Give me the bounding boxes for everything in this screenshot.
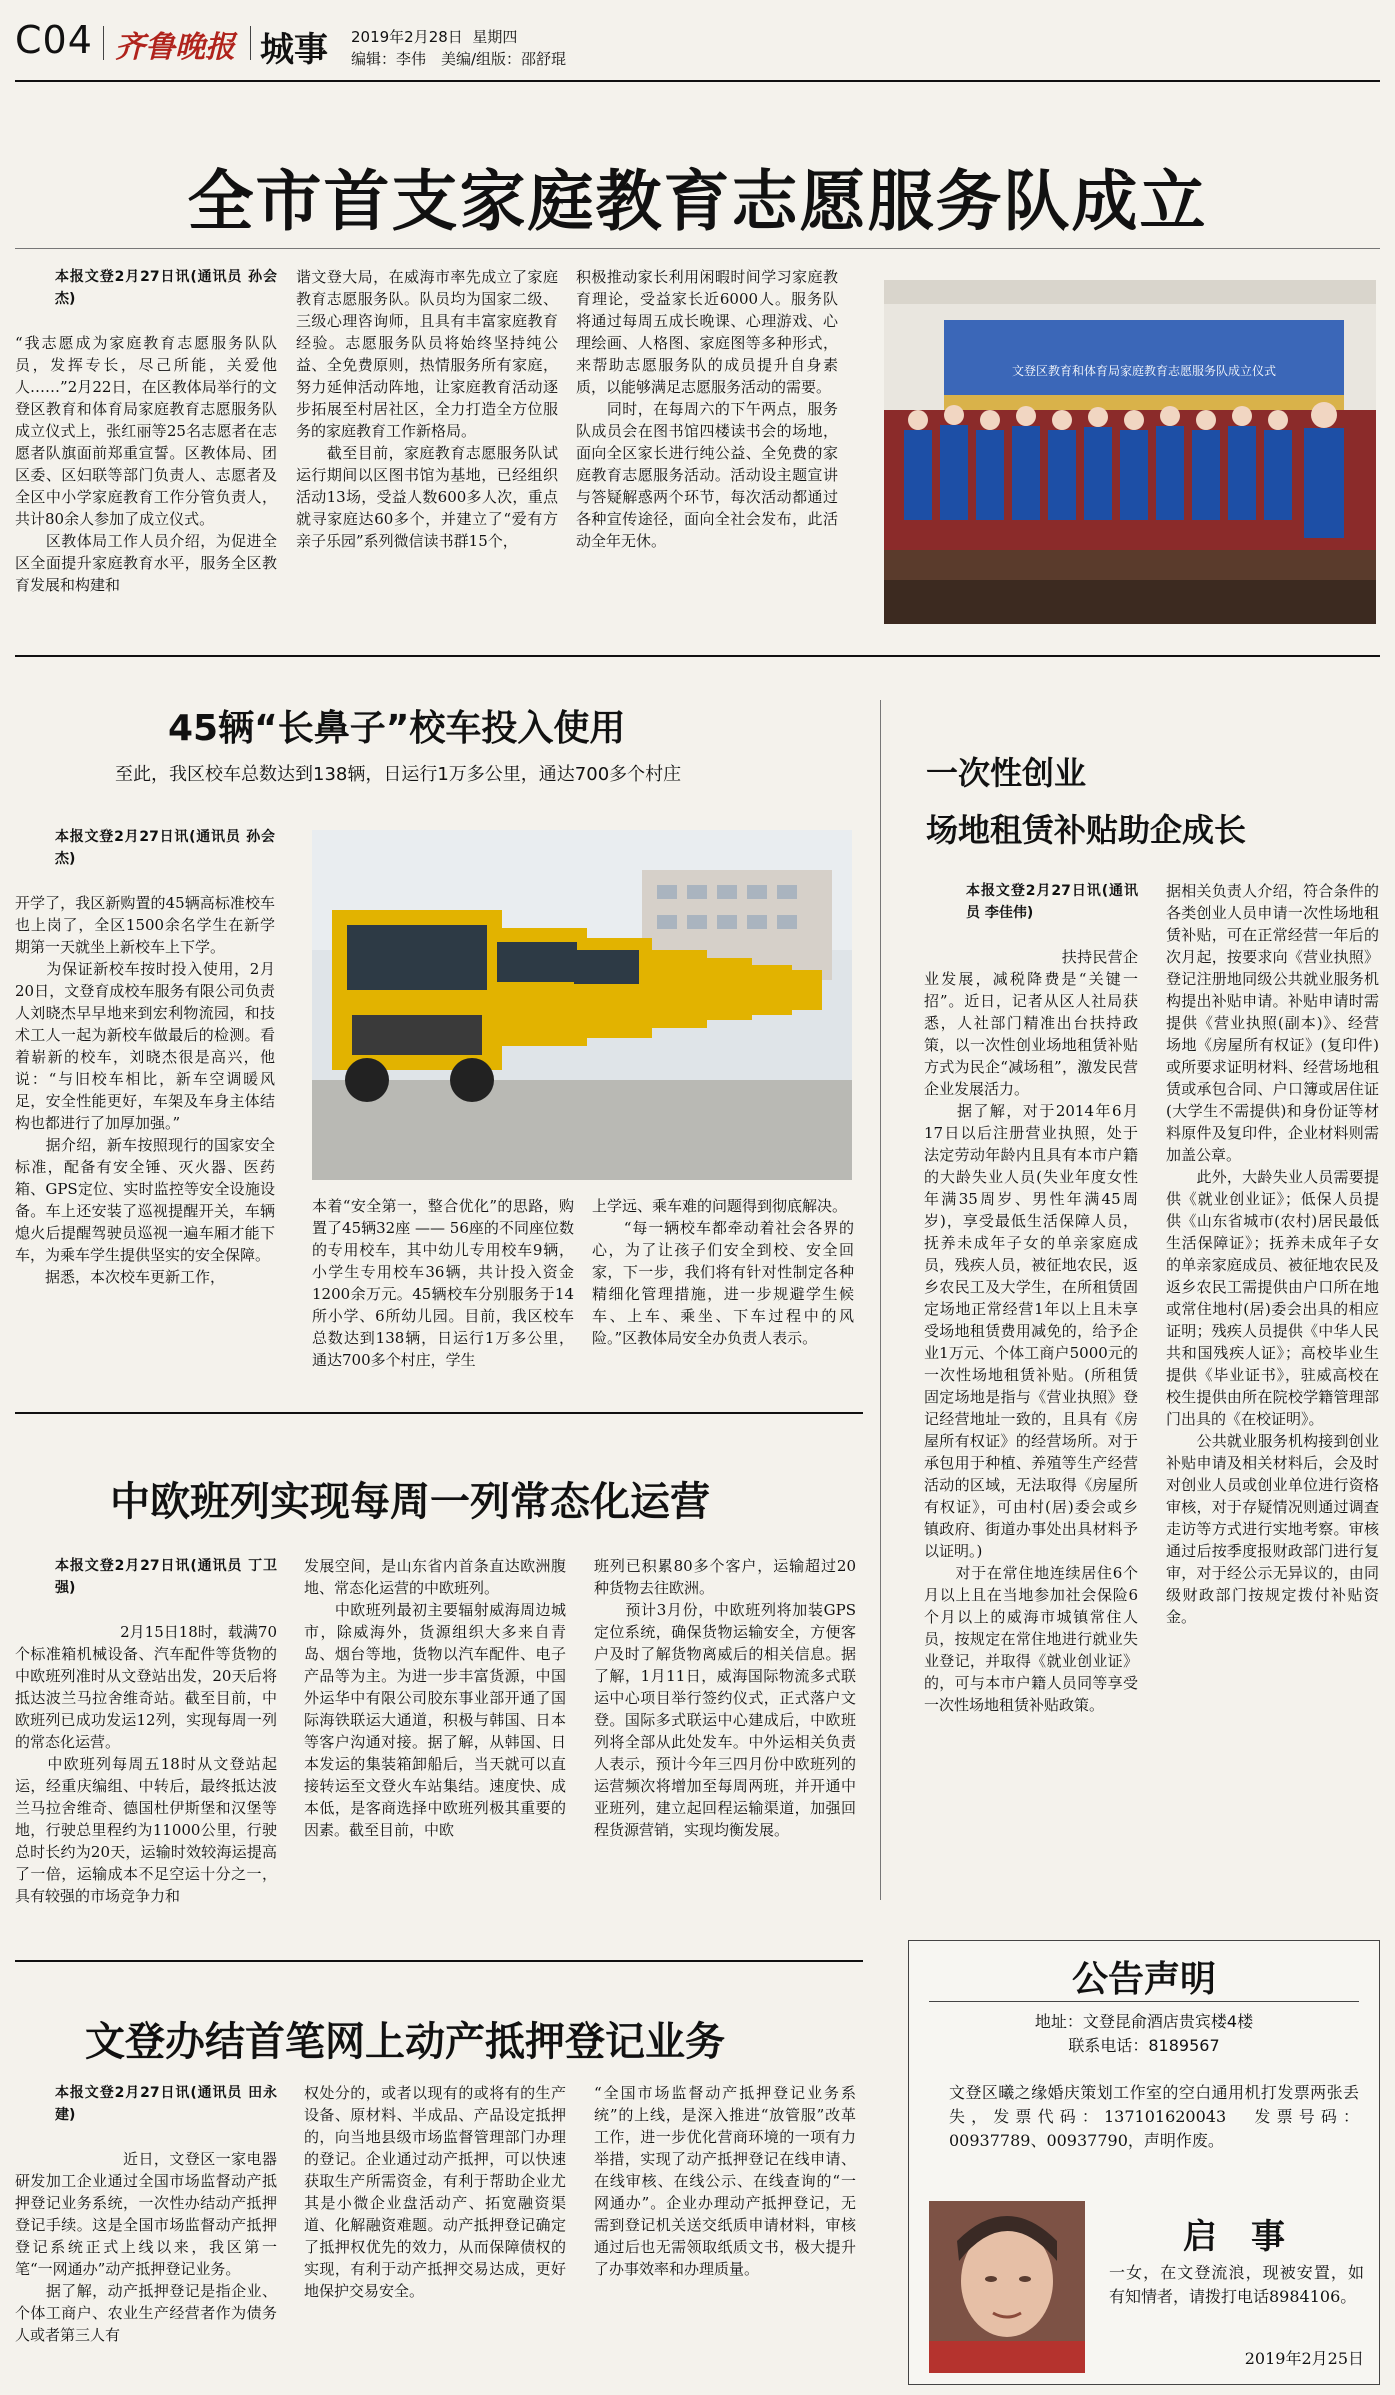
article5-col1-text: 近日，文登区一家电器研发加工企业通过全国市场监督动产抵押登记业务系统，一次性办结动产抵押登记手续。这是全国市场监督动产抵押登记系统正式上线以来，我区第一笔“一网通办”动产抵押登记业务。 据了解，动产抵押登记是指企业、个体工商户、农业生产经营者作为债务人或者第三人有 <box>15 2150 277 2344</box>
notice-address: 地址：文登昆俞酒店贵宾楼4楼 <box>1034 2012 1254 2031</box>
article1-bottom-rule <box>15 655 1380 657</box>
article2-col1-text: 开学了，我区新购置的45辆高标准校车也上岗了，全区1500余名学生在新学期第一天就坐上新校车上下学。 为保证新校车按时投入使用，2月20日，文登育成校车服务有限公司负责人刘晓杰早早地来到宏利物流园，和技术工人一起为新校车做最后的检测。看着崭新的校车，刘晓杰很是高兴，他说：“与旧校车相比，新车空调暖风足，安全性能更好，车架及车身主体结构也都进行了加厚加强。” 据介绍，新车按照现行的国家安全标准，配备有安全锤、灭火器、医药箱、GPS定位、实时监控等安全设施设备。车上还安装了巡视提醒开关，车辆熄火后提醒驾驶员巡视一遍车厢才能下车，为乘车学生提供坚实的安全保障。 据悉，本次校车更新工作， <box>15 894 275 1286</box>
article2-headline: 45辆“长鼻子”校车投入使用 <box>168 708 626 749</box>
notice-phone: 联系电话：8189567 <box>1068 2036 1220 2055</box>
vertical-divider <box>880 700 881 1900</box>
masthead-divider-2 <box>250 26 251 60</box>
article1-col3: 积极推动家长利用闲暇时间学习家庭教育理论，受益家长近6000人。服务队将通过每周五成长晚课、心理游戏、心理绘画、人格图、家庭图等多种形式，来帮助志愿服务队的成员提升自身素质，以能够满足志愿服务活动的需要。 同时，在每周六的下午两点，服务队成员会在图书馆四楼读书会的场地，面向全区家长进行纯公益、全免费的家庭教育志愿服务活动。活动设主题宣讲与答疑解惑两个环节，每次活动都通过各种宣传途径，面向全社会发布，此活动全年无休。 <box>576 268 838 550</box>
notice-title: 公告声明 <box>1071 1959 1216 2000</box>
editor-line: 编辑：李伟 美编/组版：邵舒琨 <box>351 50 567 68</box>
article1-col2: 谐文登大局，在威海市率先成立了家庭教育志愿服务队。队员均为国家二级、三级心理咨询师，且具有丰富家庭教育经验。志愿服务队员将始终坚持纯公益、全免费原则，热情服务所有家庭，努力延伸活动阵地，让家庭教育活动逐步拓展至村居社区，全力打造全方位服务的家庭教育工作新格局。 截至目前，家庭教育志愿服务队试运行期间以区图书馆为基地，已经组织活动13场，受益人数600多人次，重点就寻家庭达60多个，并建立了“爱有方亲子乐园”系列微信读书群15个， <box>296 268 558 550</box>
notice-title-rule <box>929 2001 1359 2002</box>
issue-date <box>351 26 517 47</box>
article2-col2: 本着“安全第一，整合优化”的思路，购置了45辆32座 —— 56座的不同座位数的专用校车，其中幼儿专用校车9辆，小学生专用校车36辆，共计投入资金1200余万元。45辆校车分别服务于14所小学、6所幼儿园。目前，我区校车总数达到138辆，日运行1万多公里，通达700多个村庄，学生 <box>312 1197 574 1369</box>
date-text: 2019年2月28日 <box>351 28 463 46</box>
article5-col1 <box>15 2082 277 2382</box>
article2-col3: 上学远、乘车难的问题得到彻底解决。 “每一辆校车都牵动着社会各界的心，为了让孩子们安全到校、安全回家，下一步，我们将有针对性制定各种精细化管理措施，进一步规避学生候车、上车、乘坐、下车过程中的风险。”区教体局安全办负责人表示。 <box>592 1197 854 1347</box>
article1-col1-text: “我志愿成为家庭教育志愿服务队队员，发挥专长，尽己所能，关爱他人……”2月22日，在区教体局举行的文登区教育和体育局家庭教育志愿服务队成立仪式上，张红丽等25名志愿者在志愿者队旗面前郑重宣誓。区教体局、团区委、区妇联等部门负责人、志愿者及全区中小学家庭教育工作分管负责人，共计80余人参加了成立仪式。 区教体局工作人员介绍，为促进全区全面提升家庭教育水平，服务全区教育发展和构建和 <box>15 334 277 594</box>
notice-item1: 文登区曦之缘婚庆策划工作室的空白通用机打发票两张丢失，发票代码：137101620043 发票号码：00937789、00937790，声明作废。 <box>949 2083 1359 2150</box>
masthead-rule <box>15 80 1380 82</box>
article4-col3: 班列已积累80多个客户，运输超过20种货物去往欧洲。 预计3月份，中欧班列将加装GPS定位系统，确保货物运输安全，方便客户及时了解货物离威后的相关信息。据了解，1月11日，威海国际物流多式联运中心项目举行签约仪式，正式落户文登。国际多式联运中心建成后，中欧班列将全部从此处发车。中外运相关负责人表示，预计今年三四月份中欧班列的运营频次将增加至每周两班，并开通中亚班列，建立起回程运输渠道，加强回程货源营销，实现均衡发展。 <box>594 1557 856 1839</box>
photo-banner-text: 文登区教育和体育局家庭教育志愿服务队成立仪式 <box>1011 364 1276 378</box>
notice-item2: 一女，在文登流浪，现被安置，如有知情者，请拨打电话8984106。 <box>1109 2263 1364 2306</box>
article3-headline-line2: 场地租赁补贴助企成长 <box>926 811 1247 849</box>
article3-byline: 本报文登2月27日讯(通讯员 李佳伟) <box>966 883 1138 921</box>
article5-col2: 权处分的，或者以现有的或将有的生产设备、原材料、半成品、产品设定抵押的，向当地县级市场监督管理部门办理的登记。企业通过动产抵押，可以快速获取生产所需资金，有利于帮助企业尤其是小微企业盘活动产、拓宽融资渠道、化解融资难题。动产抵押登记确定了抵押权优先的效力，从而保障债权的实现，有利于动产抵押交易达成，更好地保护交易安全。 <box>304 2084 566 2300</box>
article4-col2: 发展空间，是山东省内首条直达欧洲腹地、常态化运营的中欧班列。 中欧班列最初主要辐射威海周边城市，除威海外，货源组织大多来自青岛、烟台等地，货物以汽车配件、电子产品等为主。为进一步丰富货源，中国外运华中有限公司胶东事业部开通了国际海铁联运大通道，积极与韩国、日本等客户沟通对接。据了解，从韩国、日本发运的集装箱卸船后，当天就可以直接转运至文登火车站集结。速度快、成本低，是客商选择中欧班列极其重要的因素。截至目前，中欧 <box>304 1557 566 1839</box>
article5-col3: “全国市场监督动产抵押登记业务系统”的上线，是深入推进“放管服”改革工作，进一步优化营商环境的一项有力举措，实现了动产抵押登记在线申请、在线审核、在线公示、在线查询的“一网通办”。企业办理动产抵押登记，无需到登记机关送交纸质申请材料，审核通过后也无需领取纸质文书，极大提升了办事效率和办理质量。 <box>594 2084 856 2278</box>
article4-col1 <box>15 1555 277 1940</box>
page-code: C04 <box>15 18 93 62</box>
volunteer-ceremony-photo <box>884 280 1376 624</box>
article2-byline: 本报文登2月27日讯(通讯员 孙会杰) <box>55 829 275 867</box>
qishi-title: 启 事 <box>1183 2217 1285 2257</box>
article3-headline-line1: 一次性创业 <box>926 754 1087 792</box>
article1-byline: 本报文登2月27日讯(通讯员 孙会杰) <box>55 269 277 307</box>
article2-bottom-rule <box>15 1412 863 1414</box>
article3-col1-text: 扶持民营企业发展，减税降费是“关键一招”。近日，记者从区人社局获悉，人社部门精准出台扶持政策，以一次性创业场地租赁补贴方式为民企“减场租”，激发民营企业发展活力。 据了解，对于2014年6月17日以后注册营业执照，处于法定劳动年龄内且具有本市户籍的大龄失业人员(失业年度女性年满35周岁、男性年满45周岁)，享受最低生活保障人员，抚养未成年子女的单亲家庭成员，残疾人员，被征地农民，返乡农民工及大学生，在所租赁固定场地正常经营1年以上且未享受场地租赁费用减免的，给予企业1万元、个体工商户5000元的一次性场地租赁补贴。(所租赁固定场地是指与《营业执照》登记经营地址一致的，且具有《房屋所有权证》的经营场所。对于承包用于种植、养殖等生产经营活动的区域，无法取得《房屋所有权证》，可由村(居)委会或乡镇政府、街道办事处出具材料予以证明。) 对于在常住地连续居住6个月以上且在当地参加社会保险6个月以上的威海市城镇常住人员，按规定在常住地进行就业失业登记，并取得《就业创业证》的，可与本市户籍人员同等享受一次性场地租赁补贴政策。 <box>924 948 1138 1714</box>
masthead-divider <box>103 26 104 60</box>
article5-headline: 文登办结首笔网上动产抵押登记业务 <box>85 2019 725 2065</box>
article1-col1 <box>15 266 277 651</box>
masthead <box>15 18 1380 78</box>
article1-top-rule <box>15 248 1380 249</box>
paper-logo: 齐鲁晚报 <box>115 30 235 65</box>
missing-woman-photo <box>929 2201 1085 2373</box>
ceremony-illustration <box>884 280 1376 624</box>
notice-box <box>908 1940 1380 2385</box>
article3-col1 <box>924 880 1138 1895</box>
school-bus-illustration <box>312 830 852 1180</box>
article1-headline: 全市首支家庭教育志愿服务队成立 <box>187 163 1208 240</box>
article2-subhead: 至此，我区校车总数达到138辆，日运行1万多公里，通达700多个村庄 <box>115 764 682 785</box>
article5-byline: 本报文登2月27日讯(通讯员 田永建) <box>55 2085 277 2123</box>
school-bus-photo <box>312 830 852 1180</box>
article2-col1 <box>15 826 275 1346</box>
article4-col1-text: 2月15日18时，载满70个标准箱机械设备、汽车配件等货物的中欧班列准时从文登站出发，20天后将抵达波兰马拉舍维奇站。截至目前，中欧班列已成功发运12列，实现每周一列的常态化运营。 中欧班列每周五18时从文登站起运，经重庆编组、中转后，最终抵达波兰马拉舍维奇、德国杜伊斯堡和汉堡等地，行驶总里程约为11000公里，行驶总时长约为20天，运输时效较海运提高了一倍，运输成本不足空运十分之一，具有较强的市场竞争力和 <box>15 1623 277 1905</box>
article4-bottom-rule <box>15 1960 863 1962</box>
weekday-text: 星期四 <box>472 28 518 46</box>
article3-col2: 据相关负责人介绍，符合条件的各类创业人员申请一次性场地租赁补贴，可在正常经营一年后的次月起，按要求向《营业执照》登记注册地同级公共就业服务机构提出补贴申请。补贴申请时需提供《营业执照(副本)》、经营场地《房屋所有权证》(复印件)或所要求证明材料、经营场地租赁或承包合同、户口簿或居住证(大学生不需提供)和身份证等材料原件及复印件，企业材料则需加盖公章。 此外，大龄失业人员需要提供《就业创业证》；低保人员提供《山东省城市(农村)居民最低生活保障证》；抚养未成年子女的单亲家庭成员、被征地农民及返乡农民工需提供由户口所在地或常住地村(居)委会出具的相应证明；残疾人员提供《中华人民共和国残疾人证》；高校毕业生提供《毕业证书》，驻威高校在校生提供由所在院校学籍管理部门出具的《在校证明》。 公共就业服务机构接到创业补贴申请及相关材料后，会及时对创业人员或创业单位进行资格审核，对于存疑情况则通过调查走访等方式进行实地考察。审核通过后按季度报财政部门进行复审，对于经公示无异议的，由同级财政部门按规定拨付补贴资金。 <box>1166 882 1379 1626</box>
article4-byline: 本报文登2月27日讯(通讯员 丁卫强) <box>55 1558 277 1596</box>
portrait-illustration <box>929 2201 1085 2373</box>
section-title: 城事 <box>260 30 328 70</box>
notice-item2-date: 2019年2月25日 <box>1244 2349 1364 2368</box>
article4-headline: 中欧班列实现每周一列常态化运营 <box>110 1479 710 1525</box>
